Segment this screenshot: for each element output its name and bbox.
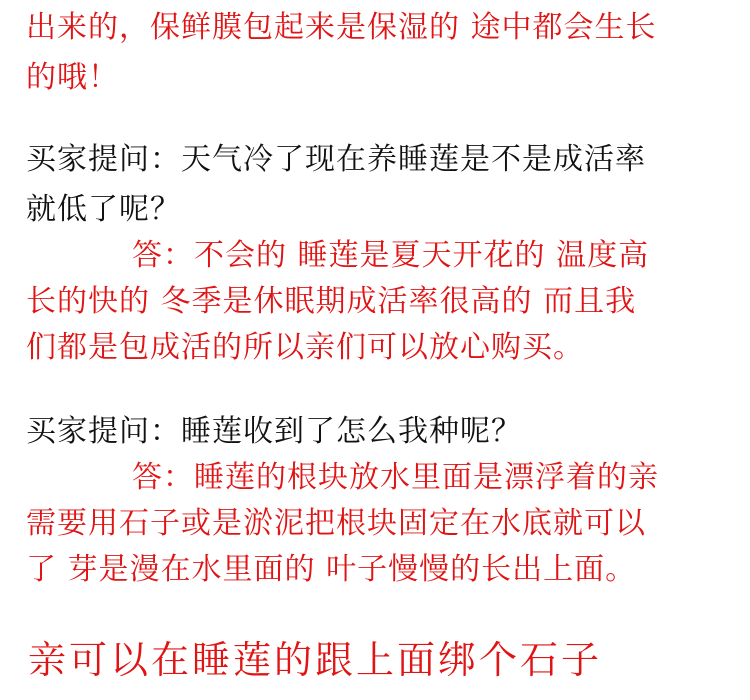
question-1-line-2: 就低了呢？ (26, 192, 181, 227)
answer-1-line-1: 答：不会的 睡莲是夏天开花的 温度高 (132, 238, 650, 273)
answer-2-line-1: 答：睡莲的根块放水里面是漂浮着的亲 (132, 460, 659, 495)
question-1-line-1: 买家提问：天气冷了现在养睡莲是不是成活率 (26, 142, 646, 177)
footer-tip: 亲可以在睡莲的跟上面绑个石子 (28, 638, 603, 682)
answer-1-line-2: 长的快的 冬季是休眠期成活率很高的 而且我 (26, 284, 637, 319)
question-2-line-1: 买家提问：睡莲收到了怎么我种呢？ (26, 414, 522, 449)
answer-2-line-2: 需要用石子或是淤泥把根块固定在水底就可以 (26, 506, 646, 541)
intro-line-2: 的哦！ (26, 60, 119, 95)
answer-1-line-3: 们都是包成活的所以亲们可以放心购买。 (26, 330, 584, 365)
answer-2-line-3: 了 芽是漫在水里面的 叶子慢慢的长出上面。 (26, 552, 637, 587)
intro-line-1: 出来的，保鲜膜包起来是保湿的 途中都会生长 (26, 10, 657, 45)
